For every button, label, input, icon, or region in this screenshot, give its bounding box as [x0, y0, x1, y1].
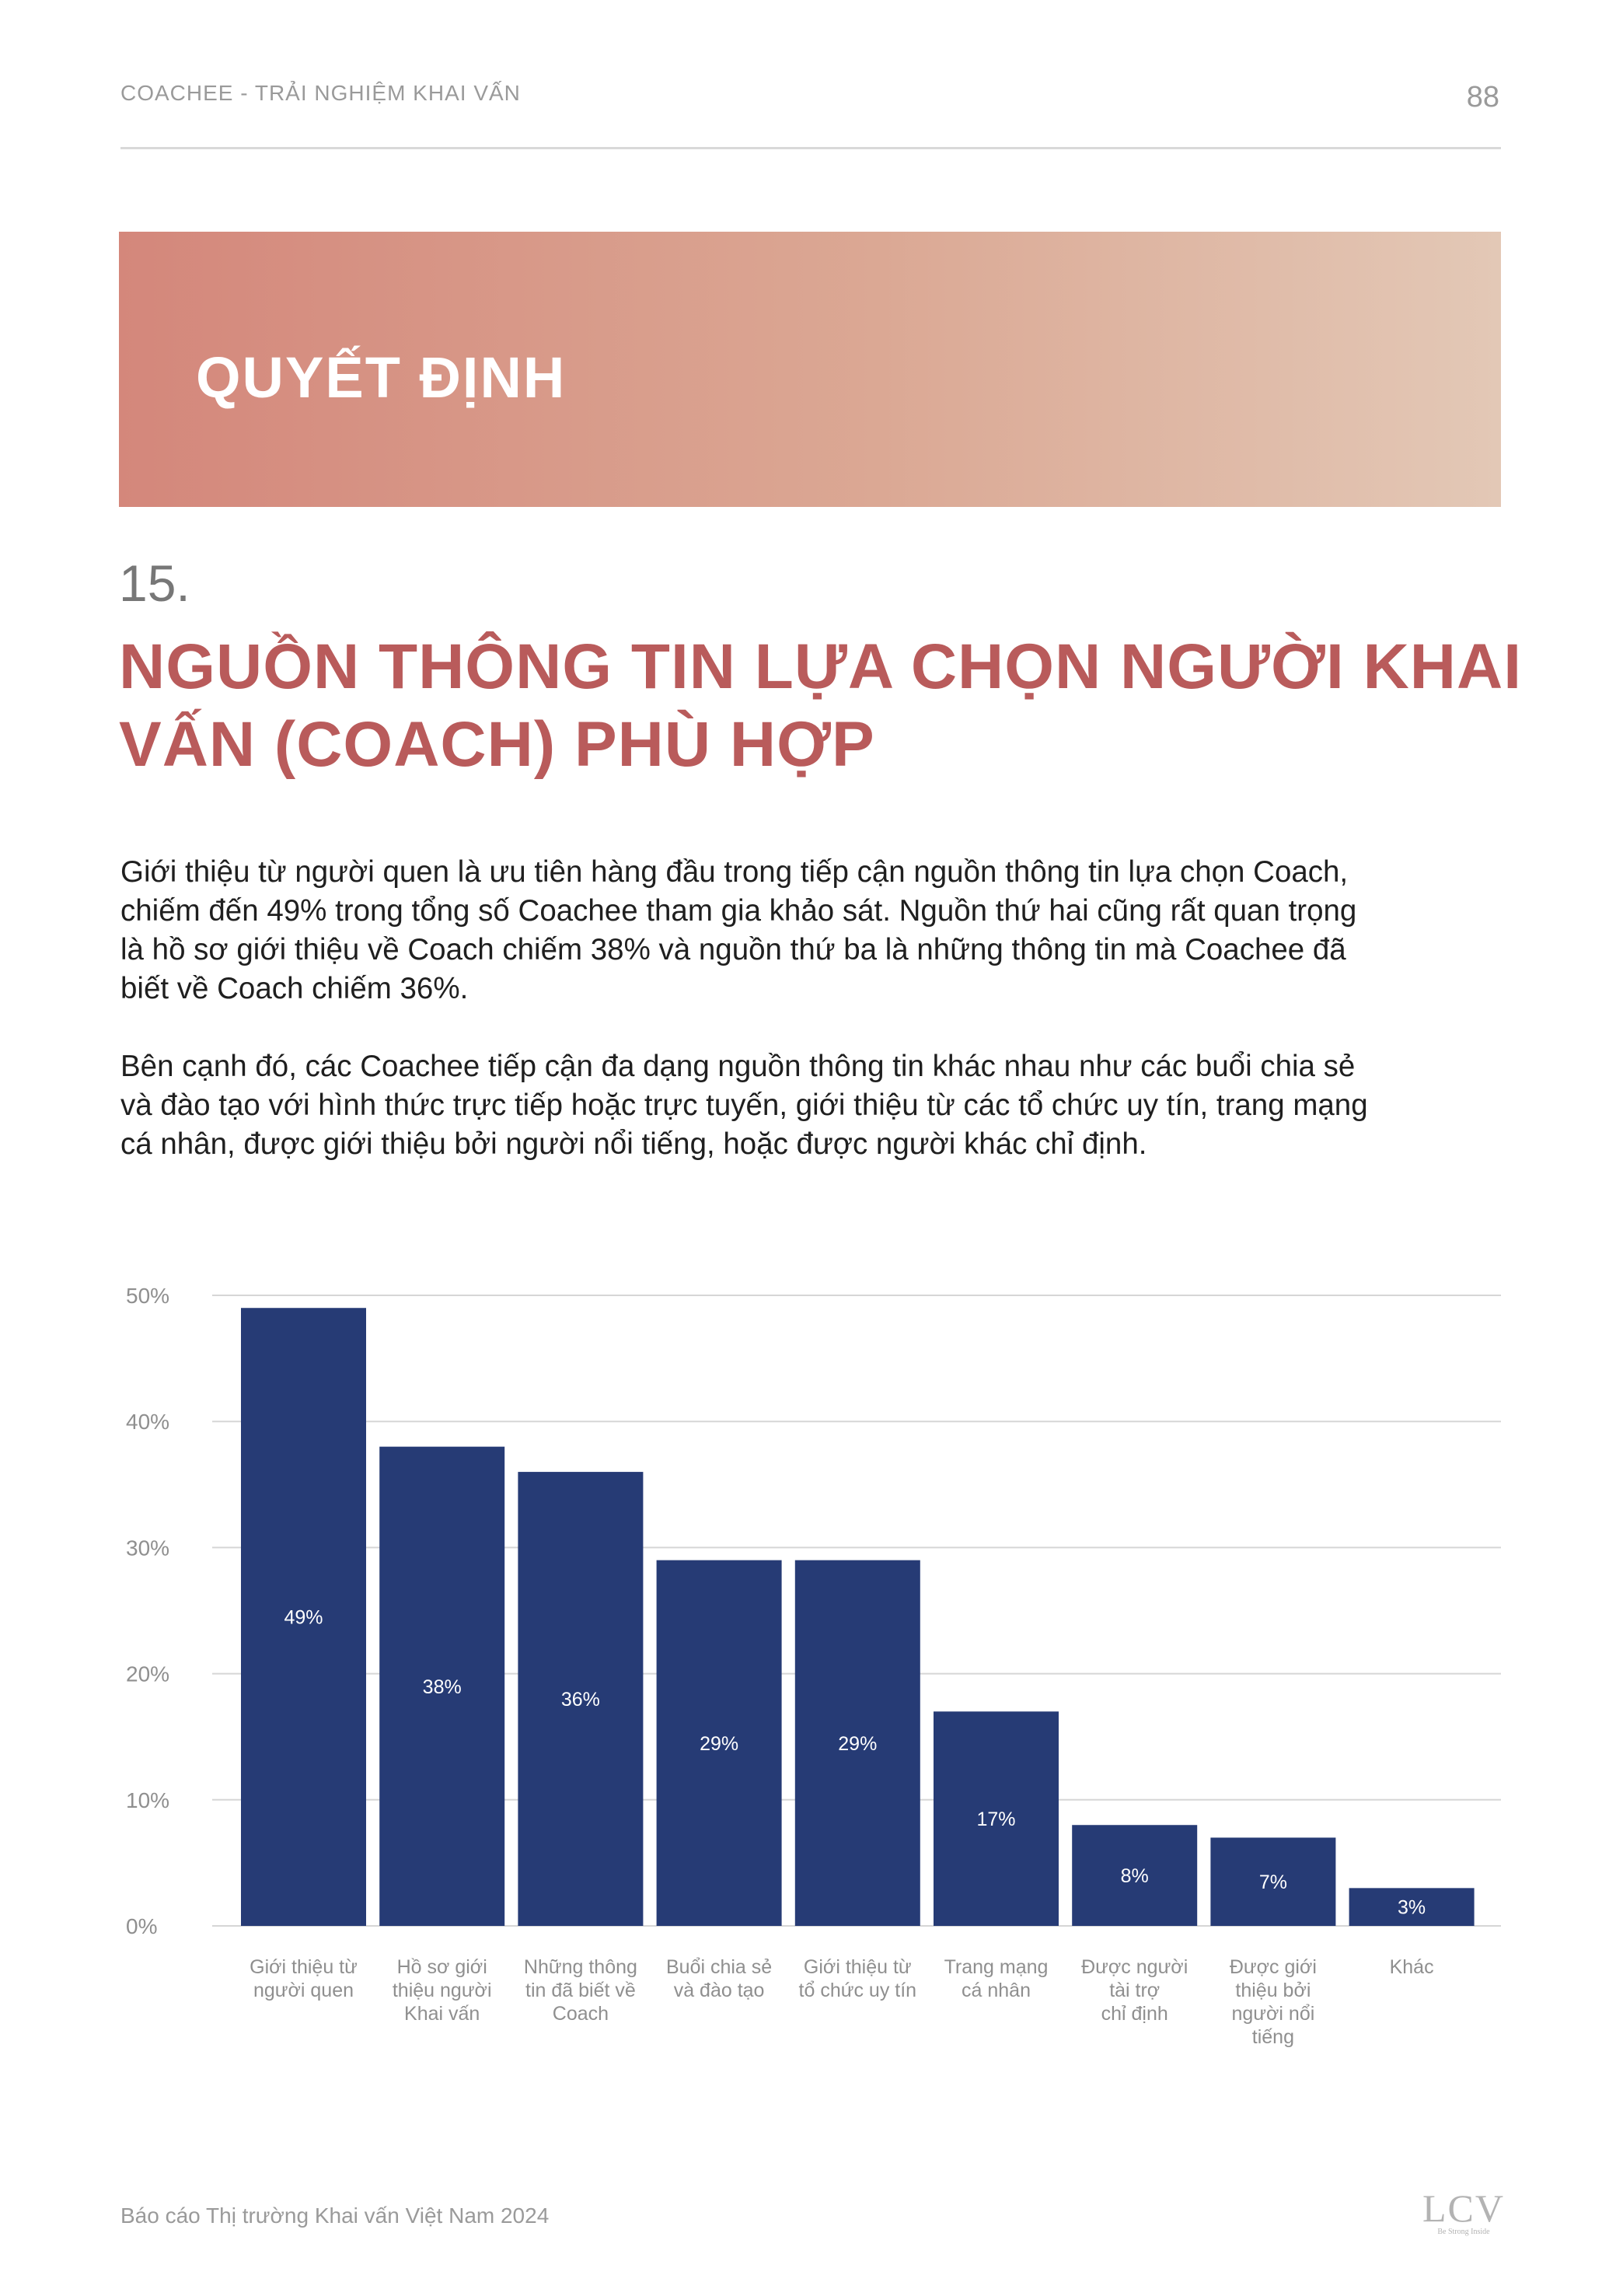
- data-label: 36%: [560, 1689, 600, 1711]
- paragraph-line: Giới thiệu từ người quen là ưu tiên hàng đầu trong tiếp cận nguồn thông tin lựa chọn Coach,: [120, 855, 1349, 889]
- data-label: 17%: [976, 1808, 1016, 1831]
- x-tick-label: Những thông: [523, 1956, 637, 1978]
- x-tick-label: Giới thiệu từ: [803, 1956, 912, 1978]
- x-tick-label: Khác: [1389, 1956, 1434, 1978]
- section-number: 15.: [119, 554, 190, 612]
- x-tick-label: tin đã biết về: [525, 1980, 636, 2001]
- logo-tagline: Be Strong Inside: [1437, 2228, 1490, 2236]
- data-label: 8%: [1120, 1865, 1149, 1888]
- x-tick-label: người nổi: [1231, 2003, 1315, 2025]
- data-label: 3%: [1398, 1896, 1426, 1919]
- x-tick-label: Coach: [552, 2003, 609, 2025]
- data-label: 49%: [284, 1606, 323, 1629]
- paragraph-line: Bên cạnh đó, các Coachee tiếp cận đa dạng nguồn thông tin khác nhau như các buổi chia sẻ: [120, 1050, 1356, 1083]
- x-tick-label: Được giới: [1229, 1956, 1317, 1978]
- x-tick-label: thiệu bởi: [1235, 1980, 1311, 2001]
- paragraph-line: và đào tạo với hình thức trực tiếp hoặc trực tuyến, giới thiệu từ các tổ chức uy tín, trang mạng: [120, 1089, 1368, 1122]
- y-tick-label: 10%: [126, 1788, 170, 1812]
- footer-report-title: Báo cáo Thị trường Khai vấn Việt Nam 2024: [120, 2203, 550, 2228]
- y-tick-label: 0%: [126, 1914, 158, 1938]
- paragraph-line: cá nhân, được giới thiệu bởi người nổi tiếng, hoặc được người khác chỉ định.: [120, 1127, 1147, 1161]
- x-tick-label: thiệu người: [392, 1980, 492, 2001]
- y-tick-label: 50%: [126, 1284, 170, 1308]
- x-tick-label: Hồ sơ giới: [396, 1956, 487, 1978]
- paragraph-line: biết về Coach chiếm 36%.: [120, 972, 469, 1005]
- data-label: 29%: [838, 1732, 878, 1755]
- data-label: 38%: [422, 1676, 462, 1698]
- data-label: 7%: [1258, 1871, 1287, 1894]
- y-tick-label: 20%: [126, 1662, 170, 1686]
- x-tick-label: tài trợ: [1109, 1980, 1161, 2001]
- x-tick-label: chỉ định: [1101, 2003, 1168, 2025]
- lcv-logo: [1421, 2186, 1506, 2237]
- page-number: 88: [1466, 81, 1499, 114]
- banner-title: QUYẾT ĐỊNH: [196, 345, 567, 410]
- x-tick-label: cá nhân: [962, 1980, 1031, 2001]
- paragraph-line: là hồ sơ giới thiệu về Coach chiếm 38% và nguồn thứ ba là những thông tin mà Coachee đã: [120, 933, 1346, 966]
- paragraph-line: chiếm đến 49% trong tổng số Coachee tham gia khảo sát. Nguồn thứ hai cũng rất quan trọng: [120, 894, 1357, 928]
- x-tick-label: tổ chức uy tín: [798, 1980, 917, 2001]
- section-title-line: NGUỒN THÔNG TIN LỰA CHỌN NGƯỜI KHAI: [119, 631, 1523, 702]
- x-tick-label: và đào tạo: [673, 1980, 765, 2001]
- x-tick-label: Giới thiệu từ: [250, 1956, 358, 1978]
- section-title-line: VẤN (COACH) PHÙ HỢP: [119, 709, 875, 780]
- x-tick-label: Trang mạng: [944, 1956, 1049, 1978]
- x-tick-label: người quen: [253, 1980, 354, 2001]
- y-tick-label: 30%: [126, 1536, 170, 1560]
- x-tick-label: Buổi chia sẻ: [665, 1956, 773, 1978]
- x-tick-label: Khai vấn: [404, 2003, 480, 2025]
- x-tick-label: Được người: [1081, 1956, 1188, 1978]
- y-tick-label: 40%: [126, 1410, 170, 1435]
- logo-wordmark: LCV: [1422, 2186, 1505, 2230]
- x-tick-label: tiếng: [1251, 2026, 1295, 2048]
- data-label: 29%: [700, 1732, 739, 1755]
- running-header: COACHEE - TRẢI NGHIỆM KHAI VẤN: [120, 81, 521, 105]
